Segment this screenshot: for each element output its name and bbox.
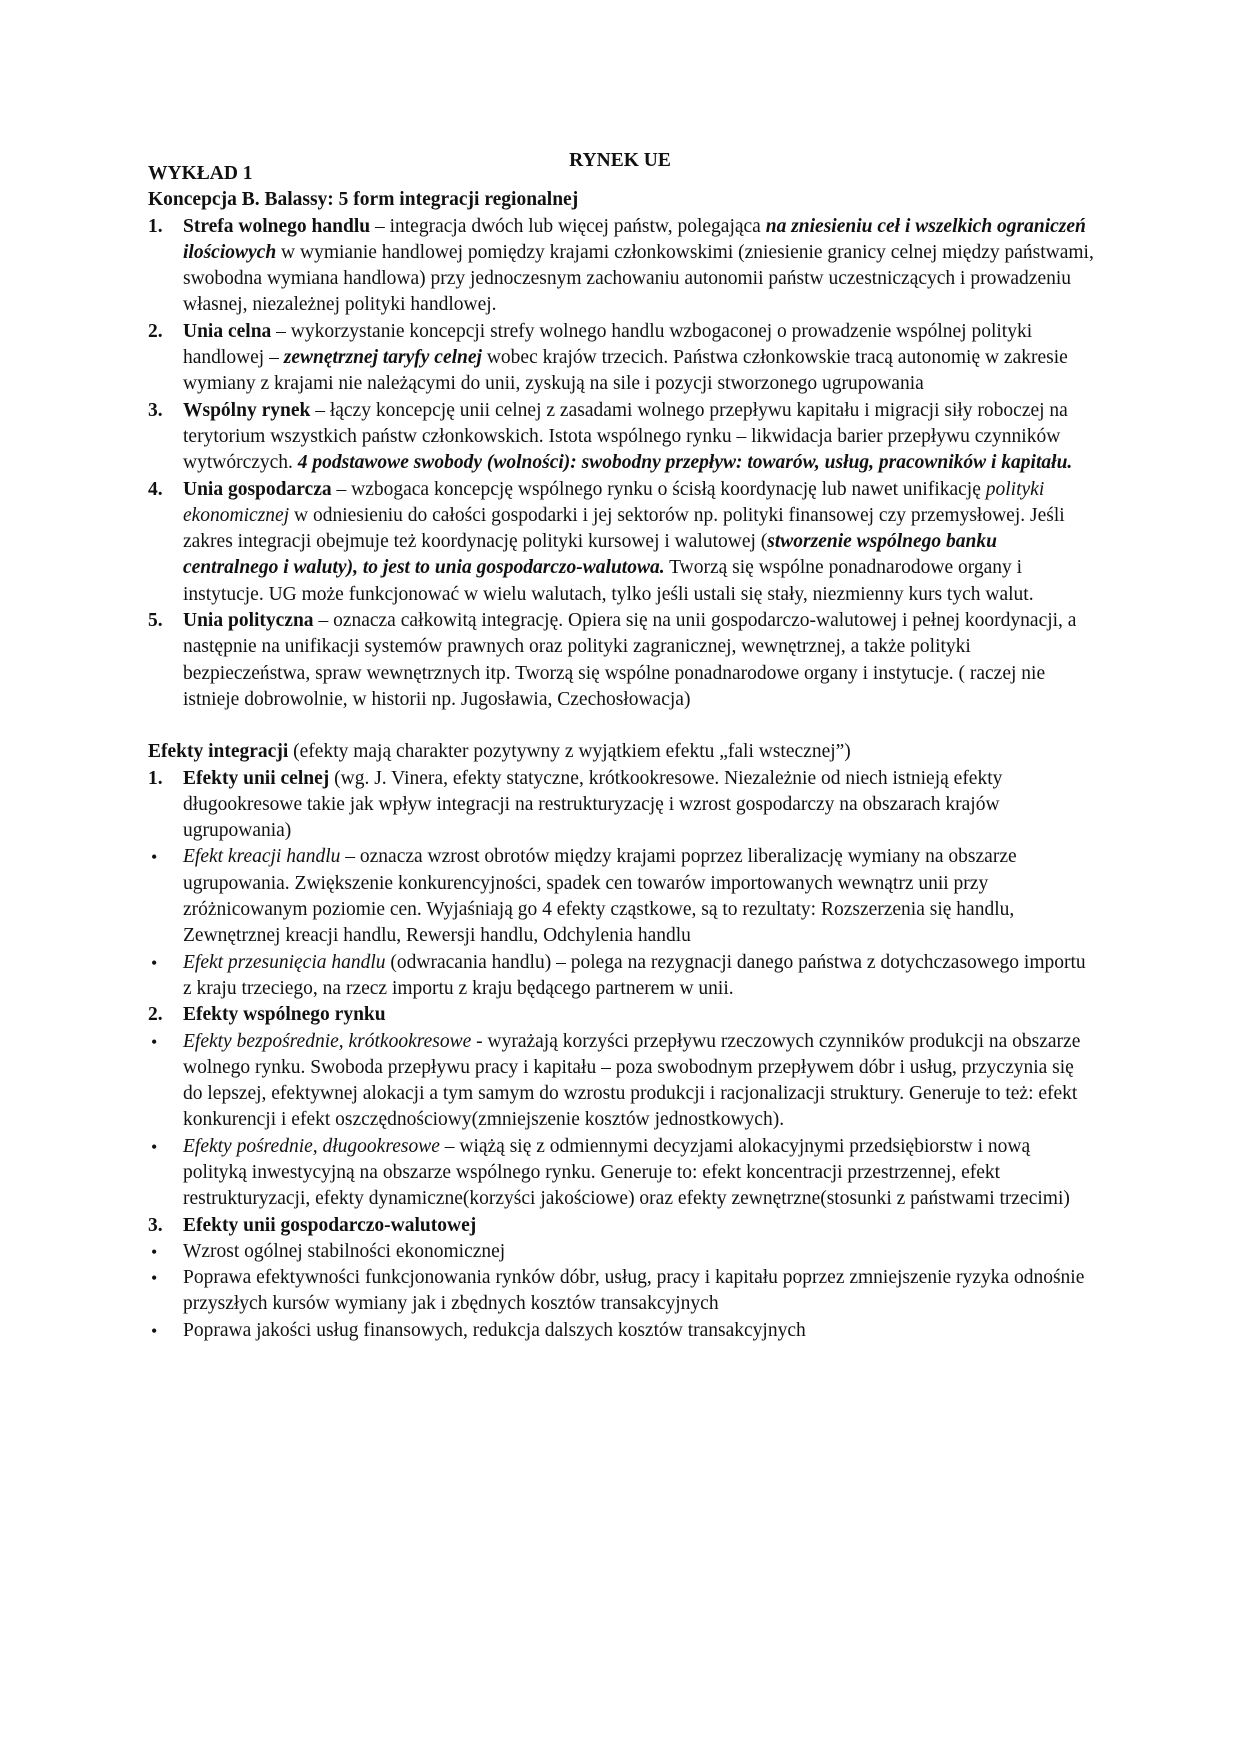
integration-form-4 <box>148 477 1096 608</box>
text: – łączy koncepcję unii celnej z zasadami wolnego przepływu kapitału i migracji siły roboczej na terytorium wszystkich państw członkowskich. Istota wspólnego rynku – likwidacja barier przepływu czynników wytwórczych. <box>183 399 1068 474</box>
effects-economic-monetary-union <box>148 1213 1096 1239</box>
bullet-item <box>148 1239 1096 1265</box>
section-heading-balassa: Koncepcja B. Balassy: 5 form integracji regionalnej <box>148 189 579 211</box>
integration-form-2 <box>148 319 1096 398</box>
text: – wzbogaca koncepcję wspólnego rynku o ścisłą koordynację lub nawet unifikację <box>331 478 986 500</box>
bullet-item <box>148 1265 1096 1318</box>
term: Strefa wolnego handlu <box>183 215 371 237</box>
list-number: 2. <box>148 1004 163 1026</box>
list-number: 3. <box>148 1214 163 1236</box>
list-number: 5. <box>148 610 163 632</box>
bullet-glyph: • <box>151 1320 158 1341</box>
emphasis: zewnętrznej taryfy celnej <box>283 347 482 369</box>
term: Unia gospodarcza <box>183 478 332 500</box>
bullet-item <box>148 1134 1096 1213</box>
term: Wspólny rynek <box>183 399 311 421</box>
document-title: RYNEK UE <box>569 150 671 171</box>
bullet-glyph: • <box>151 1031 158 1052</box>
effects-common-market <box>148 1002 1096 1028</box>
text: (odwracania handlu) – polega na rezygnacji danego państwa z dotychczasowego importu z kraju trzeciego, na rzecz importu z kraju będącego partnerem w unii. <box>183 951 1086 999</box>
effects-customs-union <box>148 766 1096 845</box>
term: Unia celna <box>183 320 272 342</box>
heading-term: Efekty integracji <box>148 741 289 763</box>
text: – wiążą się z odmiennymi decyzjami alokacyjnymi przedsiębiorstw i nową polityką inwestycyjną na obszarze wspólnego rynku. Generuje to: efekt koncentracji przestrzennej, efekt restrukturyzacji, efekty dynamiczne(korzyści jakościowe) oraz efekty zewnętrzne(stosunki z państwami trzecimi) <box>183 1135 1070 1210</box>
list-number: 3. <box>148 399 163 421</box>
integration-form-3 <box>148 398 1096 477</box>
term: Efekt kreacji handlu <box>183 846 341 868</box>
text: wobec krajów trzecich. Państwa członkowskie tracą autonomię w zakresie wymiany z krajami nie należącymi do unii, zyskują na sile i pozycji stworzonego ugrupowania <box>183 347 1068 395</box>
term: Unia polityczna <box>183 610 314 632</box>
term: Efekt przesunięcia handlu <box>183 951 386 973</box>
text: (wg. J. Vinera, efekty statyczne, krótkookresowe. Niezależnie od niech istnieją efekty długookresowe takie jak wpływ integracji na restrukturyzację i wzrost gospodarczy na obszarach krajów ugrupowania) <box>183 767 1003 842</box>
text: Poprawa jakości usług finansowych, redukcja dalszych kosztów transakcyjnych <box>183 1319 806 1341</box>
spacer <box>148 713 1096 739</box>
bullet-item <box>148 844 1096 949</box>
list-number: 1. <box>148 215 163 237</box>
list-number: 1. <box>148 767 163 789</box>
term: Efekty unii gospodarczo-walutowej <box>183 1214 477 1236</box>
integration-form-1 <box>148 214 1096 319</box>
text: – oznacza wzrost obrotów między krajami poprzez liberalizację wymiany na obszarze ugrupowania. Zwiększenie konkurencyjności, spadek cen towarów importowanych wewnątrz unii przy zróżnicowanym poziomie cen. Wyjaśniają go 4 efekty cząstkowe, są to rezultaty: Rozszerzenia się handlu, Zewnętrznej kreacji handlu, Rewersji handlu, Odchylenia handlu <box>183 846 1017 947</box>
term: Efekty bezpośrednie, krótkookresowe <box>183 1030 472 1052</box>
text: – oznacza całkowitą integrację. Opiera się na unii gospodarczo-walutowej i pełnej koordynacji, a następnie na unifikacji systemów prawnych oraz polityki zagranicznej, wewnętrznej, a także polityki bezpieczeństwa, spraw wewnętrznych itp. Tworzą się wspólne ponadnarodowe organy i instytucje. ( raczej nie istnieje dobrowolnie, w historii np. Jugosławia, Czechosłowacja) <box>183 610 1077 710</box>
term: Efekty unii celnej <box>183 767 330 789</box>
bullet-glyph: • <box>151 1241 158 1262</box>
term: Efekty pośrednie, długookresowe <box>183 1135 440 1157</box>
text: Poprawa efektywności funkcjonowania rynków dóbr, usług, pracy i kapitału poprzez zmniejszenie ryzyka odnośnie przyszłych kursów wymiany jak i zbędnych kosztów transakcyjnych <box>183 1267 1085 1315</box>
bullet-item <box>148 1029 1096 1134</box>
text: - wyrażają korzyści przepływu rzeczowych czynników produkcji na obszarze wolnego rynku. Swoboda przepływu pracy i kapitału – poza swobodnym przepływem dóbr i usług, przyczynia się do lepszej, efektywnej alokacji a tym samym do wzrostu produkcji i racjonalizacji struktury. Generuje to też: efekt konkurencji i efekt oszczędnościowy(zmniejszenie kosztów jednostkowych). <box>183 1030 1081 1131</box>
section-heading-effects <box>148 739 1096 765</box>
text: w wymianie handlowej pomiędzy krajami członkowskimi (zniesienie granicy celnej między państwami, swobodna wymiana handlowa) przy jednoczesnym zachowaniu autonomii państw uczestniczących i prowadzeniu własnej, niezależnej polityki handlowej. <box>183 241 1094 316</box>
document-body <box>148 161 1096 1344</box>
integration-form-5 <box>148 608 1096 713</box>
text: Tworzą się wspólne ponadnarodowe organy i instytucje. UG może funkcjonować w wielu walutach, tylko jeśli ustali się stały, niezmienny kurs tych walut. <box>183 557 1034 605</box>
bullet-item <box>148 950 1096 1003</box>
bullet-item <box>148 1318 1096 1344</box>
emphasis: polityki ekonomicznej <box>183 478 1045 526</box>
text: Wzrost ogólnej stabilności ekonomicznej <box>183 1240 506 1262</box>
emphasis: 4 podstawowe swobody (wolności): swobodny przepływ: towarów, usług, pracowników i kapitału. <box>297 452 1073 474</box>
bullet-glyph: • <box>151 952 158 973</box>
text: – integracja dwóch lub więcej państw, polegająca <box>370 215 766 237</box>
list-number: 2. <box>148 320 163 342</box>
bullet-glyph: • <box>151 1136 158 1157</box>
term: Efekty wspólnego rynku <box>183 1004 386 1026</box>
bullet-glyph: • <box>151 847 158 868</box>
list-number: 4. <box>148 478 163 500</box>
emphasis: na zniesieniu ceł i wszelkich ograniczeń ilościowych <box>183 215 1086 263</box>
text: – wykorzystanie koncepcji strefy wolnego handlu wzbogaconej o prowadzenie wspólnej polityki handlowej – <box>183 320 1033 369</box>
heading-text: (efekty mają charakter pozytywny z wyjątkiem efektu „fali wstecznej”) <box>288 741 851 763</box>
bullet-glyph: • <box>151 1268 158 1289</box>
emphasis: stworzenie wspólnego banku centralnego i waluty), to jest to unia gospodarczo-walutowa. <box>183 531 997 579</box>
lecture-label: WYKŁAD 1 <box>148 163 253 184</box>
text: w odniesieniu do całości gospodarki i jej sektorów np. polityki finansowej czy przemysłowej. Jeśli zakres integracji obejmuje też koordynację polityki kursowej i walutowej ( <box>183 504 1065 553</box>
